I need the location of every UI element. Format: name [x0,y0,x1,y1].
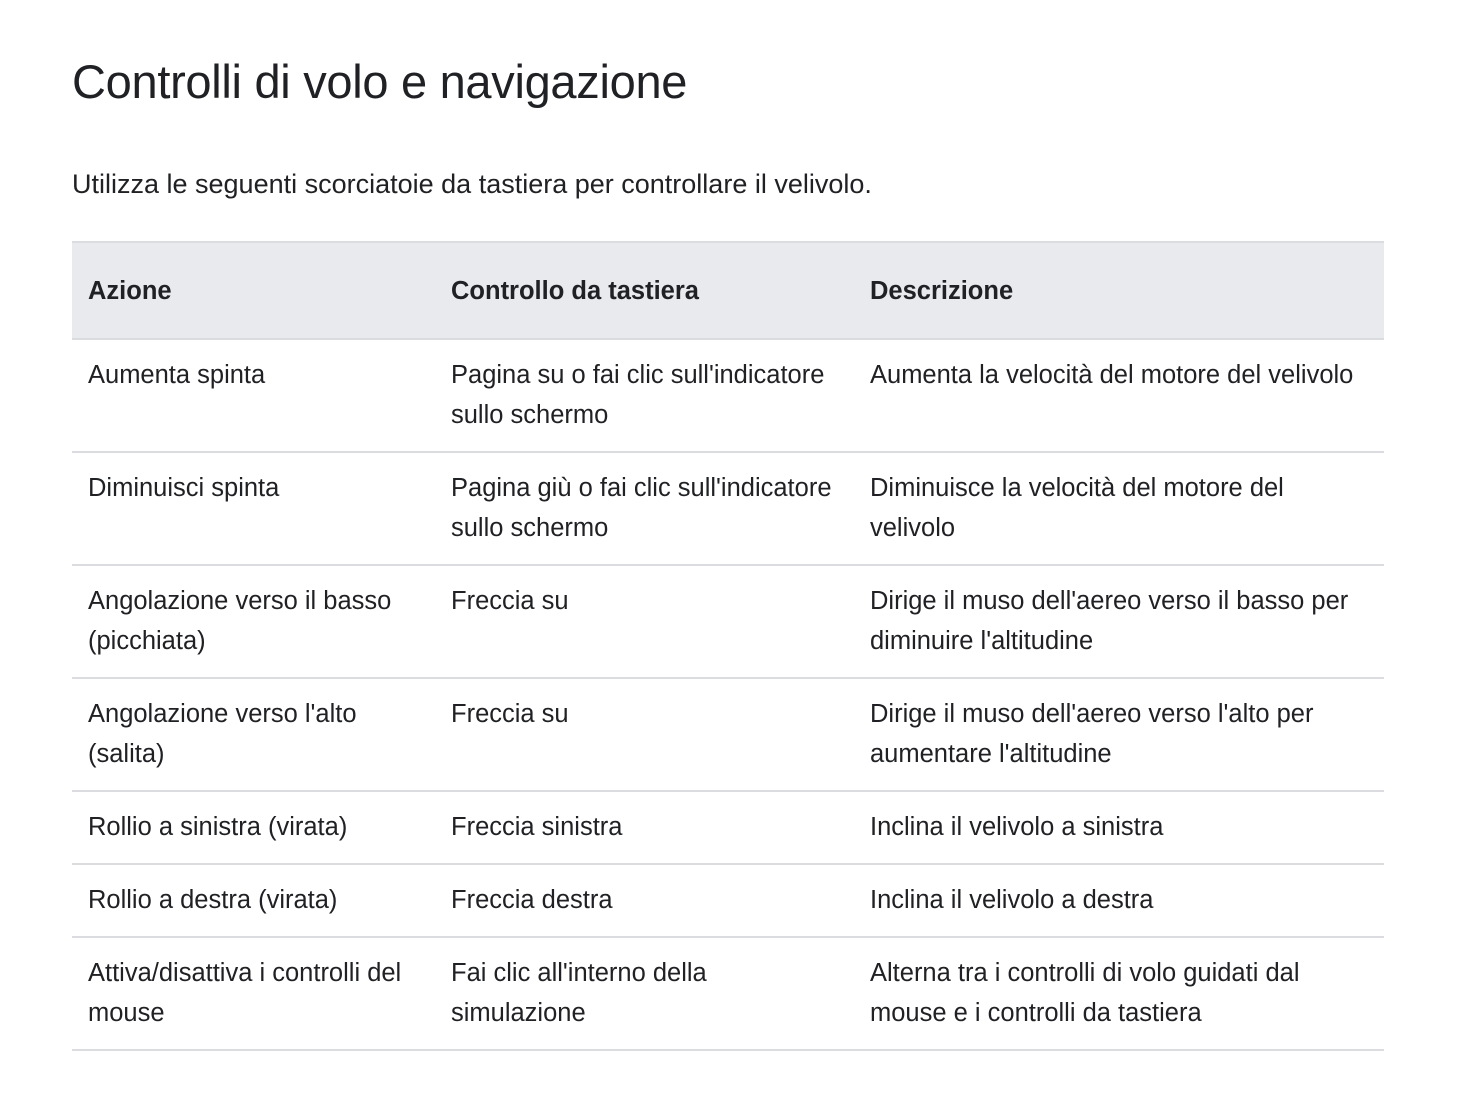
table-row [72,864,1384,937]
action-cell: Rollio a sinistra (virata) [72,791,435,864]
intro-text: Utilizza le seguenti scorciatoie da tastiera per controllare il velivolo. [72,169,872,199]
keyboard-control-cell: Freccia sinistra [435,791,854,864]
table-row [72,452,1384,565]
table-row [72,565,1384,678]
description-cell: Inclina il velivolo a destra [854,864,1384,937]
keyboard-control-cell: Freccia su [435,565,854,678]
table-row [72,678,1384,791]
page-title: Controlli di volo e navigazione [72,55,688,108]
shortcuts-table [72,241,1384,1051]
table-row [72,937,1384,1050]
keyboard-control-cell: Freccia destra [435,864,854,937]
action-cell: Attiva/disattiva i controlli del mouse [72,937,435,1050]
keyboard-control-cell: Fai clic all'interno della simulazione [435,937,854,1050]
action-cell: Aumenta spinta [72,339,435,452]
description-cell: Inclina il velivolo a sinistra [854,791,1384,864]
description-cell: Dirige il muso dell'aereo verso il basso per diminuire l'altitudine [854,565,1384,678]
action-cell: Angolazione verso l'alto (salita) [72,678,435,791]
description-cell: Aumenta la velocità del motore del velivolo [854,339,1384,452]
keyboard-control-cell: Pagina su o fai clic sull'indicatore sullo schermo [435,339,854,452]
keyboard-control-cell: Freccia su [435,678,854,791]
table-row [72,791,1384,864]
action-cell: Rollio a destra (virata) [72,864,435,937]
column-header-description: Descrizione [854,242,1384,339]
table-header-row [72,242,1384,339]
keyboard-control-cell: Pagina giù o fai clic sull'indicatore sullo schermo [435,452,854,565]
column-header-action: Azione [72,242,435,339]
action-cell: Angolazione verso il basso (picchiata) [72,565,435,678]
description-cell: Alterna tra i controlli di volo guidati dal mouse e i controlli da tastiera [854,937,1384,1050]
description-cell: Diminuisce la velocità del motore del velivolo [854,452,1384,565]
description-cell: Dirige il muso dell'aereo verso l'alto per aumentare l'altitudine [854,678,1384,791]
action-cell: Diminuisci spinta [72,452,435,565]
table-row [72,339,1384,452]
column-header-keyboard-control: Controllo da tastiera [435,242,854,339]
